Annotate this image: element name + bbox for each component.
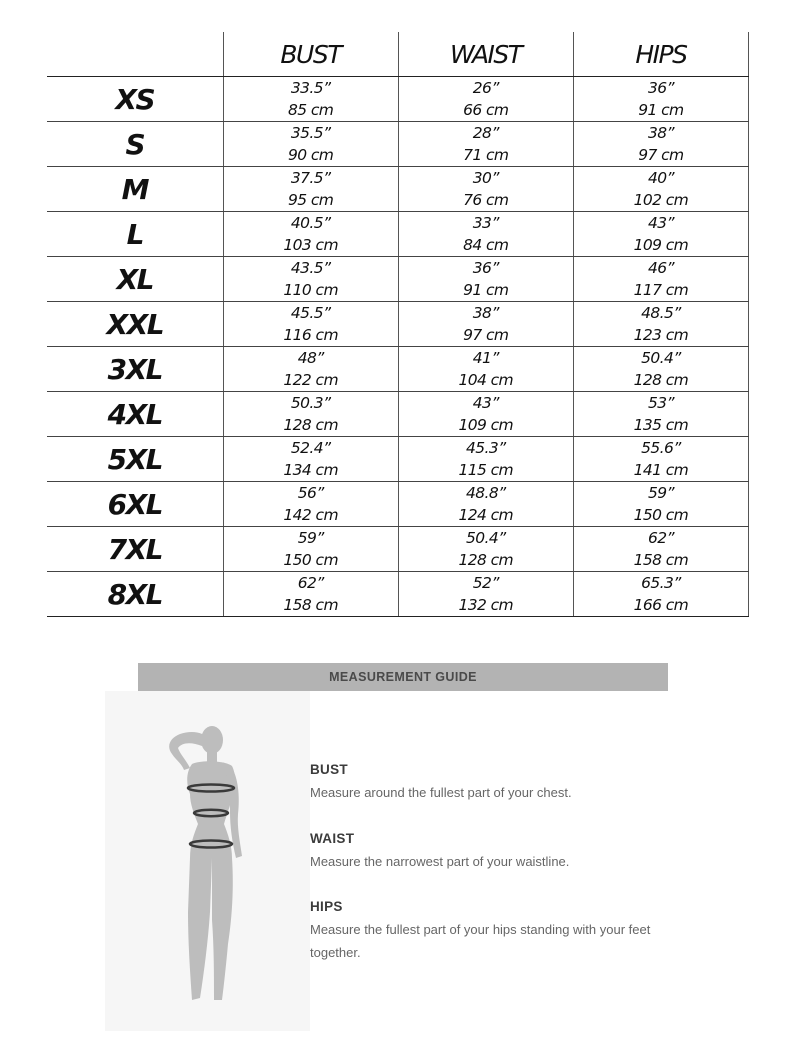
size-label: 3XL: [47, 347, 223, 392]
table-row: [47, 77, 749, 122]
waist-cell: [398, 572, 573, 617]
guide-heading-bust: BUST: [310, 762, 348, 777]
waist-cell: [398, 482, 573, 527]
bust-cell: [223, 167, 398, 212]
waist-inches: 43”: [472, 394, 499, 412]
bust-cell: [223, 122, 398, 167]
table-row: [47, 482, 749, 527]
bust-centimeters: 90 cm: [288, 146, 334, 164]
hips-inches: 43”: [647, 214, 674, 232]
bust-cell: [223, 212, 398, 257]
guide-desc-bust: Measure around the fullest part of your chest.: [310, 785, 572, 800]
hips-cell: [573, 212, 748, 257]
bust-centimeters: 116 cm: [283, 326, 338, 344]
bust-cell: [223, 392, 398, 437]
size-chart-table: [47, 32, 749, 617]
guide-desc-waist: Measure the narrowest part of your waistline.: [310, 854, 570, 869]
hips-centimeters: 135 cm: [633, 416, 689, 434]
hips-centimeters: 109 cm: [633, 236, 689, 254]
waist-cell: [398, 212, 573, 257]
waist-inches: 26”: [472, 79, 499, 97]
bust-cell: [223, 77, 398, 122]
hips-inches: 59”: [647, 484, 674, 502]
bust-centimeters: 110 cm: [283, 281, 338, 299]
bust-centimeters: 150 cm: [283, 551, 338, 569]
waist-cell: [398, 302, 573, 347]
waist-centimeters: 109 cm: [458, 416, 514, 434]
size-label: XXL: [47, 302, 223, 347]
hips-inches: 62”: [647, 529, 674, 547]
hips-inches: 65.3”: [641, 574, 681, 592]
hips-cell: [573, 302, 748, 347]
waist-inches: 30”: [472, 169, 499, 187]
measurement-guide-title: MEASUREMENT GUIDE: [329, 670, 477, 684]
hips-cell: [573, 527, 748, 572]
hips-cell: [573, 437, 748, 482]
waist-centimeters: 66 cm: [463, 101, 509, 119]
hips-inches: 55.6”: [641, 439, 681, 457]
hips-centimeters: 150 cm: [633, 506, 689, 524]
hips-centimeters: 166 cm: [633, 596, 689, 614]
header-hips: HIPS: [573, 32, 748, 77]
size-label: 7XL: [47, 527, 223, 572]
size-label: 6XL: [47, 482, 223, 527]
waist-centimeters: 104 cm: [458, 371, 514, 389]
waist-inches: 38”: [472, 304, 499, 322]
bust-centimeters: 122 cm: [283, 371, 338, 389]
guide-item-bust: [310, 762, 670, 804]
table-row: [47, 572, 749, 617]
waist-centimeters: 97 cm: [463, 326, 509, 344]
waist-inches: 45.3”: [466, 439, 506, 457]
table-row: [47, 122, 749, 167]
corner-cell: [47, 32, 223, 77]
waist-inches: 28”: [472, 124, 499, 142]
size-label: L: [47, 212, 223, 257]
table-row: [47, 527, 749, 572]
bust-centimeters: 158 cm: [283, 596, 338, 614]
waist-centimeters: 132 cm: [458, 596, 514, 614]
bust-centimeters: 128 cm: [283, 416, 338, 434]
waist-cell: [398, 167, 573, 212]
header-bust: BUST: [223, 32, 398, 77]
bust-centimeters: 134 cm: [283, 461, 338, 479]
bust-inches: 56”: [297, 484, 324, 502]
waist-centimeters: 76 cm: [463, 191, 509, 209]
bust-centimeters: 85 cm: [288, 101, 334, 119]
hips-inches: 53”: [647, 394, 674, 412]
bust-centimeters: 142 cm: [283, 506, 338, 524]
size-label: 8XL: [47, 572, 223, 617]
bust-inches: 40.5”: [290, 214, 331, 232]
waist-cell: [398, 257, 573, 302]
hips-cell: [573, 392, 748, 437]
waist-inches: 52”: [472, 574, 499, 592]
hips-centimeters: 97 cm: [638, 146, 684, 164]
waist-centimeters: 84 cm: [463, 236, 509, 254]
size-label: M: [47, 167, 223, 212]
hips-centimeters: 123 cm: [633, 326, 689, 344]
waist-cell: [398, 392, 573, 437]
bust-centimeters: 95 cm: [288, 191, 334, 209]
bust-cell: [223, 257, 398, 302]
hips-cell: [573, 347, 748, 392]
hips-cell: [573, 572, 748, 617]
hips-centimeters: 117 cm: [633, 281, 689, 299]
waist-inches: 36”: [472, 259, 499, 277]
hips-centimeters: 102 cm: [633, 191, 689, 209]
bust-cell: [223, 302, 398, 347]
bust-cell: [223, 527, 398, 572]
waist-inches: 50.4”: [466, 529, 506, 547]
bust-cell: [223, 347, 398, 392]
size-label: 5XL: [47, 437, 223, 482]
bust-inches: 43.5”: [290, 259, 331, 277]
waist-inches: 41”: [472, 349, 499, 367]
waist-centimeters: 124 cm: [458, 506, 514, 524]
bust-inches: 50.3”: [290, 394, 331, 412]
table-row: [47, 212, 749, 257]
waist-inches: 48.8”: [466, 484, 506, 502]
waist-cell: [398, 437, 573, 482]
hips-cell: [573, 257, 748, 302]
waist-cell: [398, 122, 573, 167]
table-header-row: [47, 32, 749, 77]
waist-cell: [398, 77, 573, 122]
bust-cell: [223, 437, 398, 482]
bust-inches: 35.5”: [290, 124, 331, 142]
bust-inches: 62”: [297, 574, 324, 592]
hips-inches: 48.5”: [641, 304, 681, 322]
bust-inches: 45.5”: [290, 304, 331, 322]
waist-centimeters: 91 cm: [463, 281, 509, 299]
bust-inches: 59”: [297, 529, 324, 547]
hips-inches: 36”: [647, 79, 674, 97]
hips-centimeters: 141 cm: [633, 461, 689, 479]
bust-inches: 52.4”: [290, 439, 331, 457]
hips-cell: [573, 77, 748, 122]
guide-item-waist: [310, 831, 670, 873]
guide-heading-waist: WAIST: [310, 831, 355, 846]
table-row: [47, 392, 749, 437]
hips-cell: [573, 482, 748, 527]
table-row: [47, 167, 749, 212]
size-label: S: [47, 122, 223, 167]
hips-inches: 38”: [647, 124, 674, 142]
bust-inches: 37.5”: [290, 169, 331, 187]
hips-inches: 46”: [647, 259, 674, 277]
bust-inches: 48”: [297, 349, 324, 367]
female-silhouette-icon: [152, 712, 252, 1012]
size-label: 4XL: [47, 392, 223, 437]
hips-cell: [573, 167, 748, 212]
hips-centimeters: 128 cm: [633, 371, 689, 389]
waist-centimeters: 71 cm: [463, 146, 509, 164]
table-row: [47, 347, 749, 392]
waist-cell: [398, 527, 573, 572]
bust-inches: 33.5”: [290, 79, 331, 97]
hips-inches: 50.4”: [641, 349, 681, 367]
hips-centimeters: 158 cm: [633, 551, 689, 569]
bust-cell: [223, 572, 398, 617]
bust-centimeters: 103 cm: [283, 236, 338, 254]
size-label: XL: [47, 257, 223, 302]
hips-inches: 40”: [647, 169, 674, 187]
hips-centimeters: 91 cm: [638, 101, 684, 119]
table-row: [47, 302, 749, 347]
waist-centimeters: 115 cm: [458, 461, 514, 479]
hips-cell: [573, 122, 748, 167]
guide-heading-hips: HIPS: [310, 899, 343, 914]
waist-centimeters: 128 cm: [458, 551, 514, 569]
waist-cell: [398, 347, 573, 392]
guide-desc-hips: Measure the fullest part of your hips standing with your feet together.: [310, 922, 651, 960]
table-row: [47, 437, 749, 482]
header-waist: WAIST: [398, 32, 573, 77]
waist-inches: 33”: [472, 214, 499, 232]
table-row: [47, 257, 749, 302]
bust-cell: [223, 482, 398, 527]
measurement-guide-bar: [138, 663, 668, 691]
guide-item-hips: [310, 899, 670, 964]
size-label: XS: [47, 77, 223, 122]
